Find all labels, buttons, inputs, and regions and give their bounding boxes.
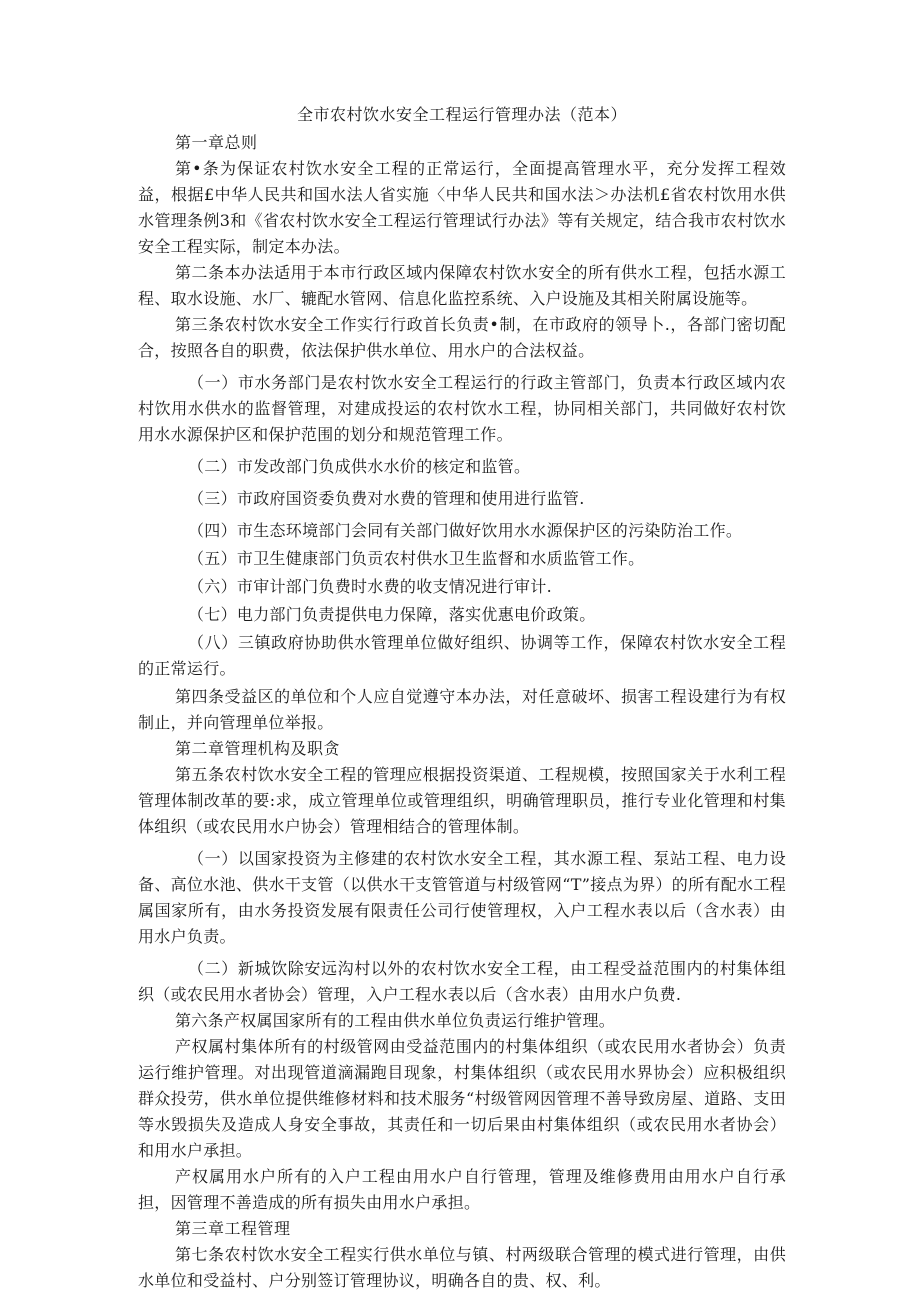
article-2: 第二条本办法适用于本市行政区域内保障农村饮水安全的所有供水工程，包括水源工程、取水设施、水厂、辘配水管网、信息化监控系统、入户设施及其相关附属设施等。 [138,263,786,308]
article-3-item-2: （二）市发改部门负成供水水价的核定和监管。 [188,457,531,476]
article-7: 第七条农村饮水安全工程实行供水单位与镇、村两级联合管理的模式进行管理，由供水单位和受益村、户分别签订管理协议，明确各自的贵、权、利。 [138,1245,786,1290]
article-6-paragraph-2: 产权属村集体所有的村级管网由受益范围内的村集体组织（或农民用水者协会）负责运行维护管理。对出现管道滴漏跑目现象，村集体组织（或农民用水界协会）应积极组织群众投劳，供水单位提供维修材料和技术服务“村级管网因管理不善导致房屋、道路、支田等水毁损失及造成人身安全事故，其责任和一切后果由村集体组织（或农民用水者协会）和用水户承担。 [138,1037,786,1160]
article-6: 第六条产权属国家所有的工程由供水单位负责运行维护管理。 [175,1011,616,1030]
document-page [138,102,786,1294]
article-3: 第三条农村饮水安全工作实行行政首长负责•制，在市政府的领导卜.，各部门密切配合，按照各自的职费，依法保护供水单位、用水户的合法权益。 [138,315,786,360]
article-3-item-7: （七）电力部门负责提供电力保障，落实优惠电价政策。 [188,605,596,624]
chapter-3-heading: 第三章工程管理 [175,1219,291,1238]
article-5-item-2: （二）新城饮除安远沟村以外的农村饮水安全工程，由工程受益范围内的村集体组织（或农民用水者协会）管理，入户工程水表以后（含水表）由用水户负费. [138,959,786,1004]
article-3-item-6: （六）市审计部门负费时水费的收支情况进行审计. [188,577,552,596]
article-3-item-1: （一）市水务部门是农村饮水安全工程运行的行政主管部门，负责本行政区域内农村饮用水供水的监督管理，对建成投运的农村饮水工程，协同相关部门，共同做好农村饮用水水源保护区和保护范围的划分和规范管理工作。 [138,373,786,444]
article-3-item-4: （四）市生态环境部门会同有关部门做好饮用水水源保护区的污染防治工作。 [188,521,743,540]
chapter-1-heading: 第一章总则 [175,133,258,152]
document-title: 全市农村饮水安全工程运行管理办法（范本） [296,105,627,124]
article-3-item-5: （五）市卫生健康部门负贡农村供水卫生监督和水质监管工作。 [188,549,645,568]
article-4: 第四条受益区的单位和个人应自觉遵守本办法，对任意破坏、损害工程设建行为有权制止，并向管理单位举报。 [138,687,786,732]
article-5-item-1: （一）以国家投资为主修建的农村饮水安全工程，其水源工程、泵站工程、电力设备、高位水池、供水干支管（以供水干支管管道与村级管网“T”接点为界）的所有配水工程属国家所有，由水务投资发展有限责任公司行使管理权，入户工程水表以后（含水表）由用水户负责。 [138,849,786,946]
article-3-item-3: （三）市政府国资委负费对水费的管理和使用进行监管. [188,489,585,508]
article-5: 第五条农村饮水安全工程的管理应根据投资渠道、工程规模，按照国家关于水利工程管理体制改革的要:求，成立管理单位或管理组织，明确管理职员，推行专业化管理和村集体组织（或农民用水户协会）管理相结合的管理体制。 [138,765,786,836]
article-6-paragraph-3: 产权属用水户所有的入户工程由用水户自行管理，管理及维修费用由用水户自行承担，因管理不善造成的所有损失由用水户承担。 [138,1167,786,1212]
article-1: 第•条为保证农村饮水安全工程的正常运行，全面提高管理水平，充分发挥工程效益，根据£中华人民共和国水法人省实施〈中华人民共和国水法＞办法机£省农村饮用水供水管理条例3和《省农村饮水安全工程运行管理试行办法》等有关规定，结合我市农村饮水安全工程实际，制定本办法。 [138,159,786,256]
chapter-2-heading: 第二章管理机构及职贪 [175,739,341,758]
article-3-item-8: （八）三镇政府协助供水管理单位做好组织、协调等工作，保障农村饮水安全工程的正常运行。 [138,633,786,678]
